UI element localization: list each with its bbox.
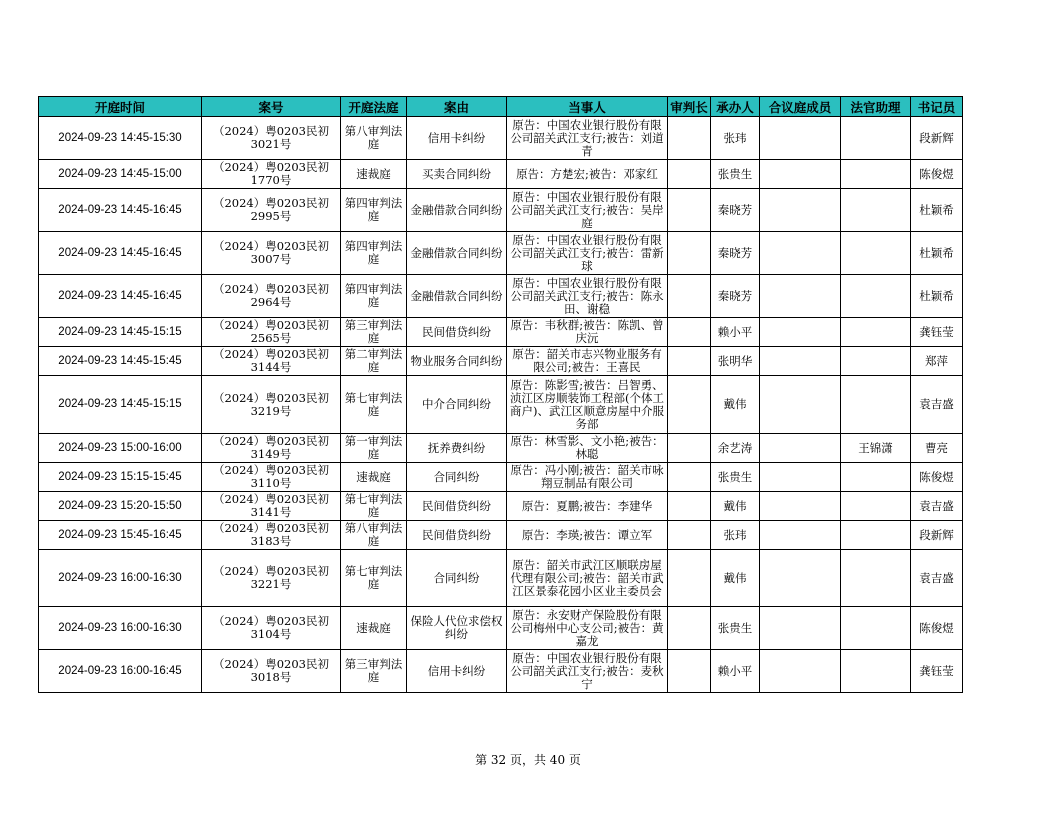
cell-court: 第二审判法庭 <box>341 347 407 376</box>
cell-court: 第八审判法庭 <box>341 117 407 160</box>
cell-case-no: （2024）粤0203民初3007号 <box>202 232 341 275</box>
cell-handler: 戴伟 <box>711 492 760 521</box>
cell-clerk: 龚钰莹 <box>911 318 963 347</box>
cell-clerk: 曹亮 <box>911 434 963 463</box>
cell-handler: 余艺涛 <box>711 434 760 463</box>
cell-court: 第三审判法庭 <box>341 318 407 347</box>
cell-panel-members <box>760 376 841 434</box>
cell-judge-assistant <box>841 521 911 550</box>
header-clerk: 书记员 <box>911 97 963 117</box>
cell-time: 2024-09-23 16:00-16:30 <box>39 607 202 650</box>
cell-cause: 民间借贷纠纷 <box>407 521 507 550</box>
table-row <box>39 117 963 160</box>
cell-cause: 信用卡纠纷 <box>407 117 507 160</box>
cell-panel-members <box>760 232 841 275</box>
cell-court: 第四审判法庭 <box>341 275 407 318</box>
header-judge-assistant: 法官助理 <box>841 97 911 117</box>
cell-cause: 合同纠纷 <box>407 550 507 607</box>
cell-court: 速裁庭 <box>341 607 407 650</box>
cell-court: 第八审判法庭 <box>341 521 407 550</box>
cell-parties: 原告：中国农业银行股份有限公司韶关武江支行;被告：陈永田、谢稳 <box>507 275 668 318</box>
cell-court: 第七审判法庭 <box>341 550 407 607</box>
cell-cause: 物业服务合同纠纷 <box>407 347 507 376</box>
cell-handler: 张贵生 <box>711 607 760 650</box>
cell-panel-members <box>760 521 841 550</box>
cell-cause: 民间借贷纠纷 <box>407 318 507 347</box>
cell-parties: 原告：冯小刚;被告：韶关市咏翔豆制品有限公司 <box>507 463 668 492</box>
cell-presiding-judge <box>668 232 711 275</box>
table-row <box>39 160 963 189</box>
cell-case-no: （2024）粤0203民初2565号 <box>202 318 341 347</box>
page-footer: 第 32 页，共 40 页 <box>475 753 581 767</box>
cell-handler: 张贵生 <box>711 463 760 492</box>
cell-case-no: （2024）粤0203民初2995号 <box>202 189 341 232</box>
cell-case-no: （2024）粤0203民初3144号 <box>202 347 341 376</box>
cell-presiding-judge <box>668 521 711 550</box>
cell-court: 第三审判法庭 <box>341 650 407 693</box>
table-row <box>39 347 963 376</box>
table-row <box>39 275 963 318</box>
cell-court: 第七审判法庭 <box>341 492 407 521</box>
cell-presiding-judge <box>668 189 711 232</box>
cell-cause: 抚养费纠纷 <box>407 434 507 463</box>
cell-court: 第七审判法庭 <box>341 376 407 434</box>
cell-clerk: 段新辉 <box>911 521 963 550</box>
cell-presiding-judge <box>668 117 711 160</box>
cell-handler: 秦晓芳 <box>711 189 760 232</box>
cell-time: 2024-09-23 14:45-16:45 <box>39 275 202 318</box>
cell-parties: 原告：韶关市志兴物业服务有限公司;被告：王喜民 <box>507 347 668 376</box>
cell-parties: 原告：方楚宏;被告：邓家红 <box>507 160 668 189</box>
cell-handler: 戴伟 <box>711 376 760 434</box>
cell-case-no: （2024）粤0203民初2964号 <box>202 275 341 318</box>
cell-case-no: （2024）粤0203民初3183号 <box>202 521 341 550</box>
cell-time: 2024-09-23 14:45-15:15 <box>39 318 202 347</box>
cell-handler: 张明华 <box>711 347 760 376</box>
cell-case-no: （2024）粤0203民初1770号 <box>202 160 341 189</box>
cell-judge-assistant <box>841 463 911 492</box>
cell-judge-assistant <box>841 117 911 160</box>
cell-clerk: 段新辉 <box>911 117 963 160</box>
cell-judge-assistant <box>841 347 911 376</box>
cell-court: 第四审判法庭 <box>341 232 407 275</box>
cell-parties: 原告：夏鹏;被告：李建华 <box>507 492 668 521</box>
cell-judge-assistant <box>841 318 911 347</box>
cell-panel-members <box>760 189 841 232</box>
cell-presiding-judge <box>668 347 711 376</box>
cell-presiding-judge <box>668 434 711 463</box>
cell-cause: 金融借款合同纠纷 <box>407 275 507 318</box>
cell-panel-members <box>760 463 841 492</box>
cell-parties: 原告：中国农业银行股份有限公司韶关武江支行;被告：刘道青 <box>507 117 668 160</box>
cell-panel-members <box>760 275 841 318</box>
header-time: 开庭时间 <box>39 97 202 117</box>
cell-handler: 秦晓芳 <box>711 275 760 318</box>
header-panel-members: 合议庭成员 <box>760 97 841 117</box>
cell-case-no: （2024）粤0203民初3021号 <box>202 117 341 160</box>
cell-clerk: 郑萍 <box>911 347 963 376</box>
cell-clerk: 陈俊煜 <box>911 607 963 650</box>
cell-judge-assistant <box>841 550 911 607</box>
cell-time: 2024-09-23 16:00-16:45 <box>39 650 202 693</box>
cell-clerk: 杜颖希 <box>911 232 963 275</box>
cell-clerk: 陈俊煜 <box>911 160 963 189</box>
table-row <box>39 376 963 434</box>
cell-handler: 戴伟 <box>711 550 760 607</box>
cell-presiding-judge <box>668 492 711 521</box>
cell-judge-assistant <box>841 376 911 434</box>
cell-judge-assistant <box>841 275 911 318</box>
cell-panel-members <box>760 492 841 521</box>
cell-parties: 原告：中国农业银行股份有限公司韶关武江支行;被告：吴岸庭 <box>507 189 668 232</box>
table-row <box>39 650 963 693</box>
cell-case-no: （2024）粤0203民初3018号 <box>202 650 341 693</box>
cell-presiding-judge <box>668 550 711 607</box>
cell-parties: 原告：中国农业银行股份有限公司韶关武江支行;被告：雷新球 <box>507 232 668 275</box>
cell-presiding-judge <box>668 160 711 189</box>
table-row <box>39 434 963 463</box>
cell-panel-members <box>760 434 841 463</box>
cell-court: 第四审判法庭 <box>341 189 407 232</box>
cell-panel-members <box>760 160 841 189</box>
table-row <box>39 521 963 550</box>
table-row <box>39 550 963 607</box>
cell-panel-members <box>760 607 841 650</box>
cell-clerk: 杜颖希 <box>911 275 963 318</box>
cell-handler: 张玮 <box>711 117 760 160</box>
cell-cause: 中介合同纠纷 <box>407 376 507 434</box>
cell-time: 2024-09-23 14:45-15:15 <box>39 376 202 434</box>
cell-time: 2024-09-23 16:00-16:30 <box>39 550 202 607</box>
cell-parties: 原告：陈影雪;被告：吕智勇、浈江区房顺装饰工程部(个体工商户)、武江区顺意房屋中介服务部 <box>507 376 668 434</box>
cell-cause: 合同纠纷 <box>407 463 507 492</box>
cell-cause: 信用卡纠纷 <box>407 650 507 693</box>
cell-parties: 原告：李瑛;被告：谭立军 <box>507 521 668 550</box>
cell-time: 2024-09-23 15:00-16:00 <box>39 434 202 463</box>
cell-clerk: 袁吉盛 <box>911 550 963 607</box>
cell-time: 2024-09-23 15:20-15:50 <box>39 492 202 521</box>
table-row <box>39 607 963 650</box>
cell-court: 速裁庭 <box>341 463 407 492</box>
cell-presiding-judge <box>668 607 711 650</box>
cell-cause: 民间借贷纠纷 <box>407 492 507 521</box>
cell-case-no: （2024）粤0203民初3221号 <box>202 550 341 607</box>
cell-judge-assistant <box>841 160 911 189</box>
cell-clerk: 陈俊煜 <box>911 463 963 492</box>
header-cause: 案由 <box>407 97 507 117</box>
cell-handler: 赖小平 <box>711 650 760 693</box>
cell-cause: 保险人代位求偿权纠纷 <box>407 607 507 650</box>
cell-time: 2024-09-23 14:45-16:45 <box>39 232 202 275</box>
cell-time: 2024-09-23 14:45-15:30 <box>39 117 202 160</box>
cell-parties: 原告：林雪影、文小艳;被告：林聪 <box>507 434 668 463</box>
cell-cause: 金融借款合同纠纷 <box>407 232 507 275</box>
cell-presiding-judge <box>668 275 711 318</box>
cell-presiding-judge <box>668 318 711 347</box>
header-court: 开庭法庭 <box>341 97 407 117</box>
cell-clerk: 杜颖希 <box>911 189 963 232</box>
cell-judge-assistant <box>841 607 911 650</box>
cell-clerk: 袁吉盛 <box>911 492 963 521</box>
cell-case-no: （2024）粤0203民初3141号 <box>202 492 341 521</box>
cell-panel-members <box>760 347 841 376</box>
table-row <box>39 189 963 232</box>
cell-presiding-judge <box>668 376 711 434</box>
table-row <box>39 463 963 492</box>
cell-time: 2024-09-23 14:45-16:45 <box>39 189 202 232</box>
cell-time: 2024-09-23 15:15-15:45 <box>39 463 202 492</box>
cell-time: 2024-09-23 15:45-16:45 <box>39 521 202 550</box>
cell-time: 2024-09-23 14:45-15:45 <box>39 347 202 376</box>
cell-judge-assistant <box>841 650 911 693</box>
cell-panel-members <box>760 318 841 347</box>
cell-case-no: （2024）粤0203民初3110号 <box>202 463 341 492</box>
cell-parties: 原告：永安财产保险股份有限公司梅州中心支公司;被告：黄嘉龙 <box>507 607 668 650</box>
table-row <box>39 232 963 275</box>
cell-handler: 秦晓芳 <box>711 232 760 275</box>
cell-judge-assistant: 王锦潇 <box>841 434 911 463</box>
cell-panel-members <box>760 117 841 160</box>
cell-panel-members <box>760 550 841 607</box>
cell-clerk: 袁吉盛 <box>911 376 963 434</box>
cell-parties: 原告：韦秋群;被告：陈凯、曾庆沅 <box>507 318 668 347</box>
cell-presiding-judge <box>668 463 711 492</box>
cell-judge-assistant <box>841 232 911 275</box>
cell-court: 第一审判法庭 <box>341 434 407 463</box>
cell-judge-assistant <box>841 492 911 521</box>
table-row <box>39 318 963 347</box>
cell-handler: 张贵生 <box>711 160 760 189</box>
cell-handler: 赖小平 <box>711 318 760 347</box>
cell-judge-assistant <box>841 189 911 232</box>
cell-cause: 金融借款合同纠纷 <box>407 189 507 232</box>
cell-time: 2024-09-23 14:45-15:00 <box>39 160 202 189</box>
cell-parties: 原告：中国农业银行股份有限公司韶关武江支行;被告：麦秋宁 <box>507 650 668 693</box>
cell-case-no: （2024）粤0203民初3104号 <box>202 607 341 650</box>
header-presiding-judge: 审判长 <box>668 97 711 117</box>
header-handler: 承办人 <box>711 97 760 117</box>
hearing-schedule-table <box>38 96 963 693</box>
cell-presiding-judge <box>668 650 711 693</box>
header-parties: 当事人 <box>507 97 668 117</box>
cell-case-no: （2024）粤0203民初3219号 <box>202 376 341 434</box>
cell-handler: 张玮 <box>711 521 760 550</box>
cell-panel-members <box>760 650 841 693</box>
table-header-row <box>39 97 963 117</box>
cell-clerk: 龚钰莹 <box>911 650 963 693</box>
cell-case-no: （2024）粤0203民初3149号 <box>202 434 341 463</box>
cell-cause: 买卖合同纠纷 <box>407 160 507 189</box>
table-row <box>39 492 963 521</box>
cell-parties: 原告：韶关市武江区顺联房屋代理有限公司;被告：韶关市武江区景泰花园小区业主委员会 <box>507 550 668 607</box>
cell-court: 速裁庭 <box>341 160 407 189</box>
header-case-no: 案号 <box>202 97 341 117</box>
